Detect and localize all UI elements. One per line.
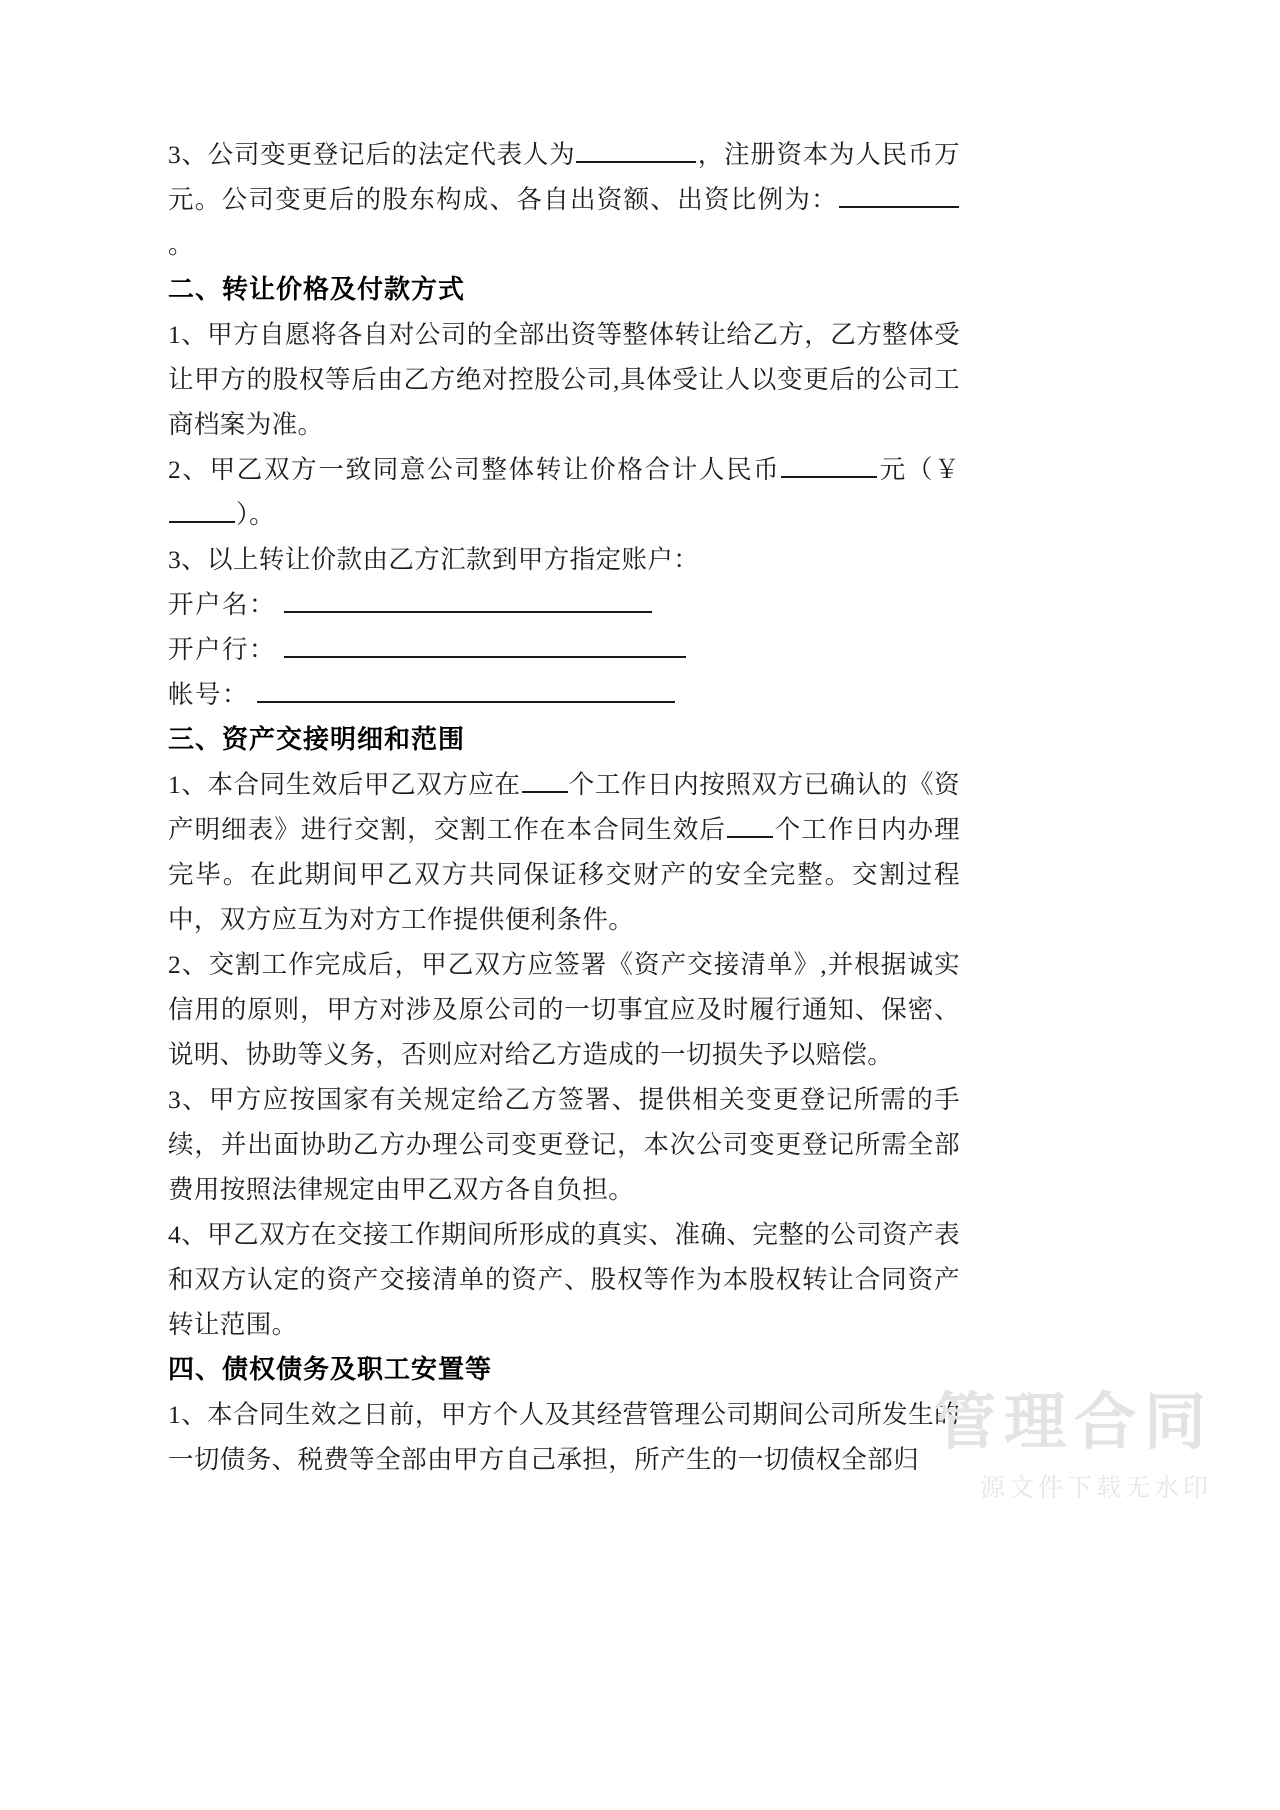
account-number-row (168, 672, 960, 717)
clause-1-3 (168, 132, 960, 267)
account-name-label: 开户名： (168, 590, 277, 619)
working-days-blank-2[interactable] (727, 809, 773, 838)
clause-1-3-text-before: 3、公司变更登记后的法定代表人为 (168, 140, 576, 169)
section-2-item-2-before: 2、甲乙双方一致同意公司整体转让价格合计人民币 (168, 455, 781, 484)
section-2-item-3: 3、以上转让价款由乙方汇款到甲方指定账户： (168, 545, 700, 574)
section-3-item-1 (168, 762, 960, 942)
section-3-item-4: 4、甲乙双方在交接工作期间所形成的真实、准确、完整的公司资产表和双方认定的资产交接清单的资产、股权等作为本股权转让合同资产转让范围。 (168, 1220, 960, 1339)
working-days-blank-1[interactable] (522, 764, 568, 793)
clause-1-3-text-after: ，注册资本为人民币 (697, 140, 935, 169)
account-bank-row (168, 627, 960, 672)
account-bank-label: 开户行： (168, 635, 277, 664)
legal-representative-blank[interactable] (576, 134, 696, 163)
section-2-heading: 二、转让价格及付款方式 (168, 275, 466, 304)
account-number-input[interactable] (257, 674, 675, 703)
shareholder-structure-blank[interactable] (839, 179, 959, 208)
section-3-heading: 三、资产交接明细和范围 (168, 725, 466, 754)
account-number-label: 帐号： (168, 680, 250, 709)
watermark-sub: 源文件下载无水印 (979, 1474, 1212, 1502)
section-3-item-1-p2: 个工作日内按照双方已确认的《资产明细表》进行交割，交割工作在本合同生效后 (168, 770, 960, 844)
section-3-item-1-p1: 1、本合同生效后甲乙双方应在 (168, 770, 521, 799)
section-3-item-1-p3: 个工作日内办理完毕。在此期间甲乙双方共同保证移交财产的安全完整。交割过程中，双方应互为对方工作提供便利条件。 (168, 815, 960, 934)
transfer-price-blank[interactable] (781, 449, 877, 478)
section-3-item-2: 2、交割工作完成后，甲乙双方应签署《资产交接清单》,并根据诚实信用的原则，甲方对涉及原公司的一切事宜应及时履行通知、保密、说明、协助等义务，否则应对给乙方造成的一切损失予以赔偿。 (168, 950, 960, 1069)
account-name-row (168, 582, 960, 627)
clause-1-3-line2-before: 万元。公司变更后的股东构成、各自出资额、出资比例为： (168, 140, 961, 214)
section-2-item-2 (168, 447, 960, 537)
section-2-item-1: 1、甲方自愿将各自对公司的全部出资等整体转让给乙方，乙方整体受让甲方的股权等后由乙方绝对控股公司,具体受让人以变更后的公司工商档案为准。 (168, 320, 960, 439)
document-body (168, 132, 960, 1482)
transfer-price-numeric-blank[interactable] (169, 494, 235, 523)
section-2-item-2-after: ）。 (236, 500, 276, 529)
section-2-item-2-middle: 元（￥ (878, 455, 961, 484)
section-4-item-1: 1、本合同生效之日前，甲方个人及其经营管理公司期间公司所发生的一切债务、税费等全部由甲方自己承担，所产生的一切债权全部归 (168, 1400, 960, 1474)
watermark-main: 管理合同 (933, 1388, 1214, 1457)
account-bank-input[interactable] (284, 629, 686, 658)
account-name-input[interactable] (284, 584, 652, 613)
section-4-heading: 四、债权债务及职工安置等 (168, 1355, 493, 1384)
clause-1-3-line2-after: 。 (168, 230, 194, 259)
section-3-item-3: 3、甲方应按国家有关规定给乙方签署、提供相关变更登记所需的手续，并出面协助乙方办理公司变更登记，本次公司变更登记所需全部费用按照法律规定由甲乙双方各自负担。 (168, 1085, 960, 1204)
